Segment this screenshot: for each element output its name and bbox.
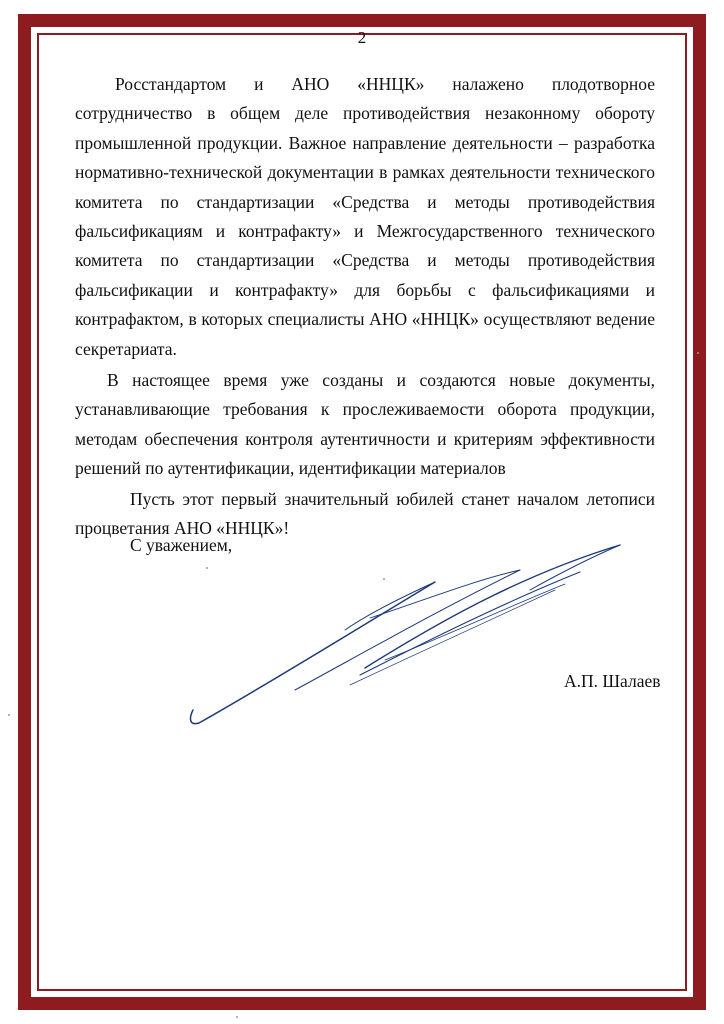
closing-phrase: С уважением, [130,535,233,555]
paper-speck [8,714,10,716]
paper-speck [236,1016,238,1018]
paragraph-documents: В настоящее время уже созданы и создаются новые документы, устанавливающие требования к прослеживаемости оборота продукции, методам обеспечения контроля аутентичности и критериям эффективности решений по аутентификации, идентификации материалов [75,370,655,479]
paper-speck [383,578,385,580]
signatory-name: А.П. Шалаев [564,671,661,691]
paragraph-cooperation: Росстандартом и АНО «ННЦК» налажено плодотворное сотрудничество в общем деле противодействия незаконному обороту промышленной продукции. Важное направление деятельности – разработка нормативно-технической документации в рамках деятельности технического комитета по стандартизации «Средства и методы противодействия фальсификациям и контрафакту» и Межгосударственного технического комитета по стандартизации «Средства и методы противодействия фальсификации и контрафакту» для борьбы с фальсификациями и контрафактом, в которых специалисты АНО «ННЦК» осуществляют ведение секретариата. [75,74,655,359]
letter-body [75,70,655,544]
paragraph-anniversary-wish: Пусть этот первый значительный юбилей станет началом летописи процветания АНО «ННЦК»! [75,488,655,539]
paper-speck [697,352,699,354]
page-number: 2 [357,28,367,47]
handwritten-signature [185,540,625,730]
paper-speck [206,567,208,569]
